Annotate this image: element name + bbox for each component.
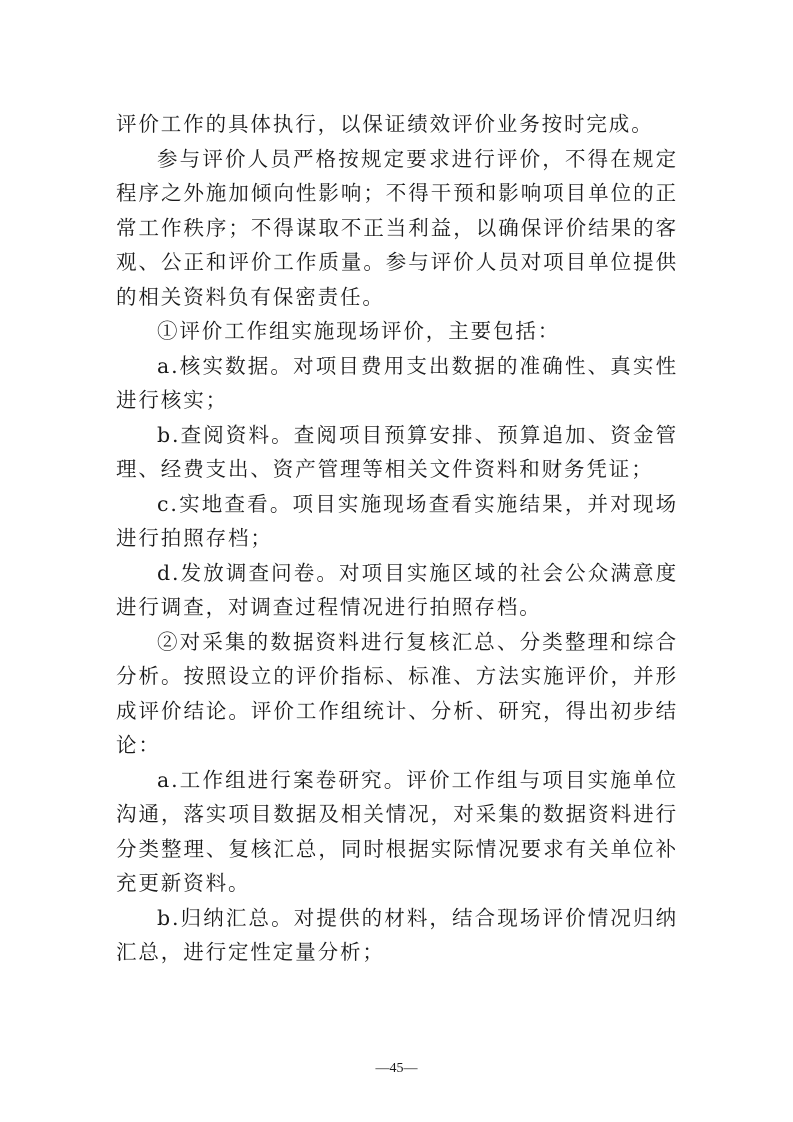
body-text — [116, 107, 678, 970]
paragraph-evaluator-rules: 参与评价人员严格按规定要求进行评价，不得在规定程序之外施加倾向性影响；不得干预和影响项目单位的正常工作秩序；不得谋取不正当利益，以确保评价结果的客观、公正和评价工作质量。参与评价人员对项目单位提供的相关资料负有保密责任。 — [116, 146, 678, 309]
paragraph-item-a-verify-data: a.核实数据。对项目费用支出数据的准确性、真实性进行核实； — [116, 353, 678, 412]
paragraph-data-analysis: ②对采集的数据资料进行复核汇总、分类整理和综合分析。按照设立的评价指标、标准、方法实施评价，并形成评价结论。评价工作组统计、分析、研究，得出初步结论： — [116, 629, 678, 757]
paragraph-item-a-case-study: a.工作组进行案卷研究。评价工作组与项目实施单位沟通，落实项目数据及相关情况，对采集的数据资料进行分类整理、复核汇总，同时根据实际情况要求有关单位补充更新资料。 — [116, 767, 678, 895]
paragraph-item-c-site-inspection: c.实地查看。项目实施现场查看实施结果，并对现场进行拍照存档； — [116, 491, 678, 550]
page-number: —45— — [375, 1061, 418, 1076]
paragraph-item-b-summarize: b.归纳汇总。对提供的材料，结合现场评价情况归纳汇总，进行定性定量分析； — [116, 905, 678, 964]
paragraph-continuation: 评价工作的具体执行，以保证绩效评价业务按时完成。 — [116, 112, 654, 136]
paragraph-item-b-review-materials: b.查阅资料。查阅项目预算安排、预算追加、资金管理、经费支出、资产管理等相关文件资料和财务凭证； — [116, 422, 678, 481]
paragraph-onsite-evaluation: ①评价工作组实施现场评价，主要包括： — [157, 319, 561, 343]
paragraph-item-d-questionnaire: d.发放调查问卷。对项目实施区域的社会公众满意度进行调查，对调查过程情况进行拍照存档。 — [116, 560, 678, 619]
